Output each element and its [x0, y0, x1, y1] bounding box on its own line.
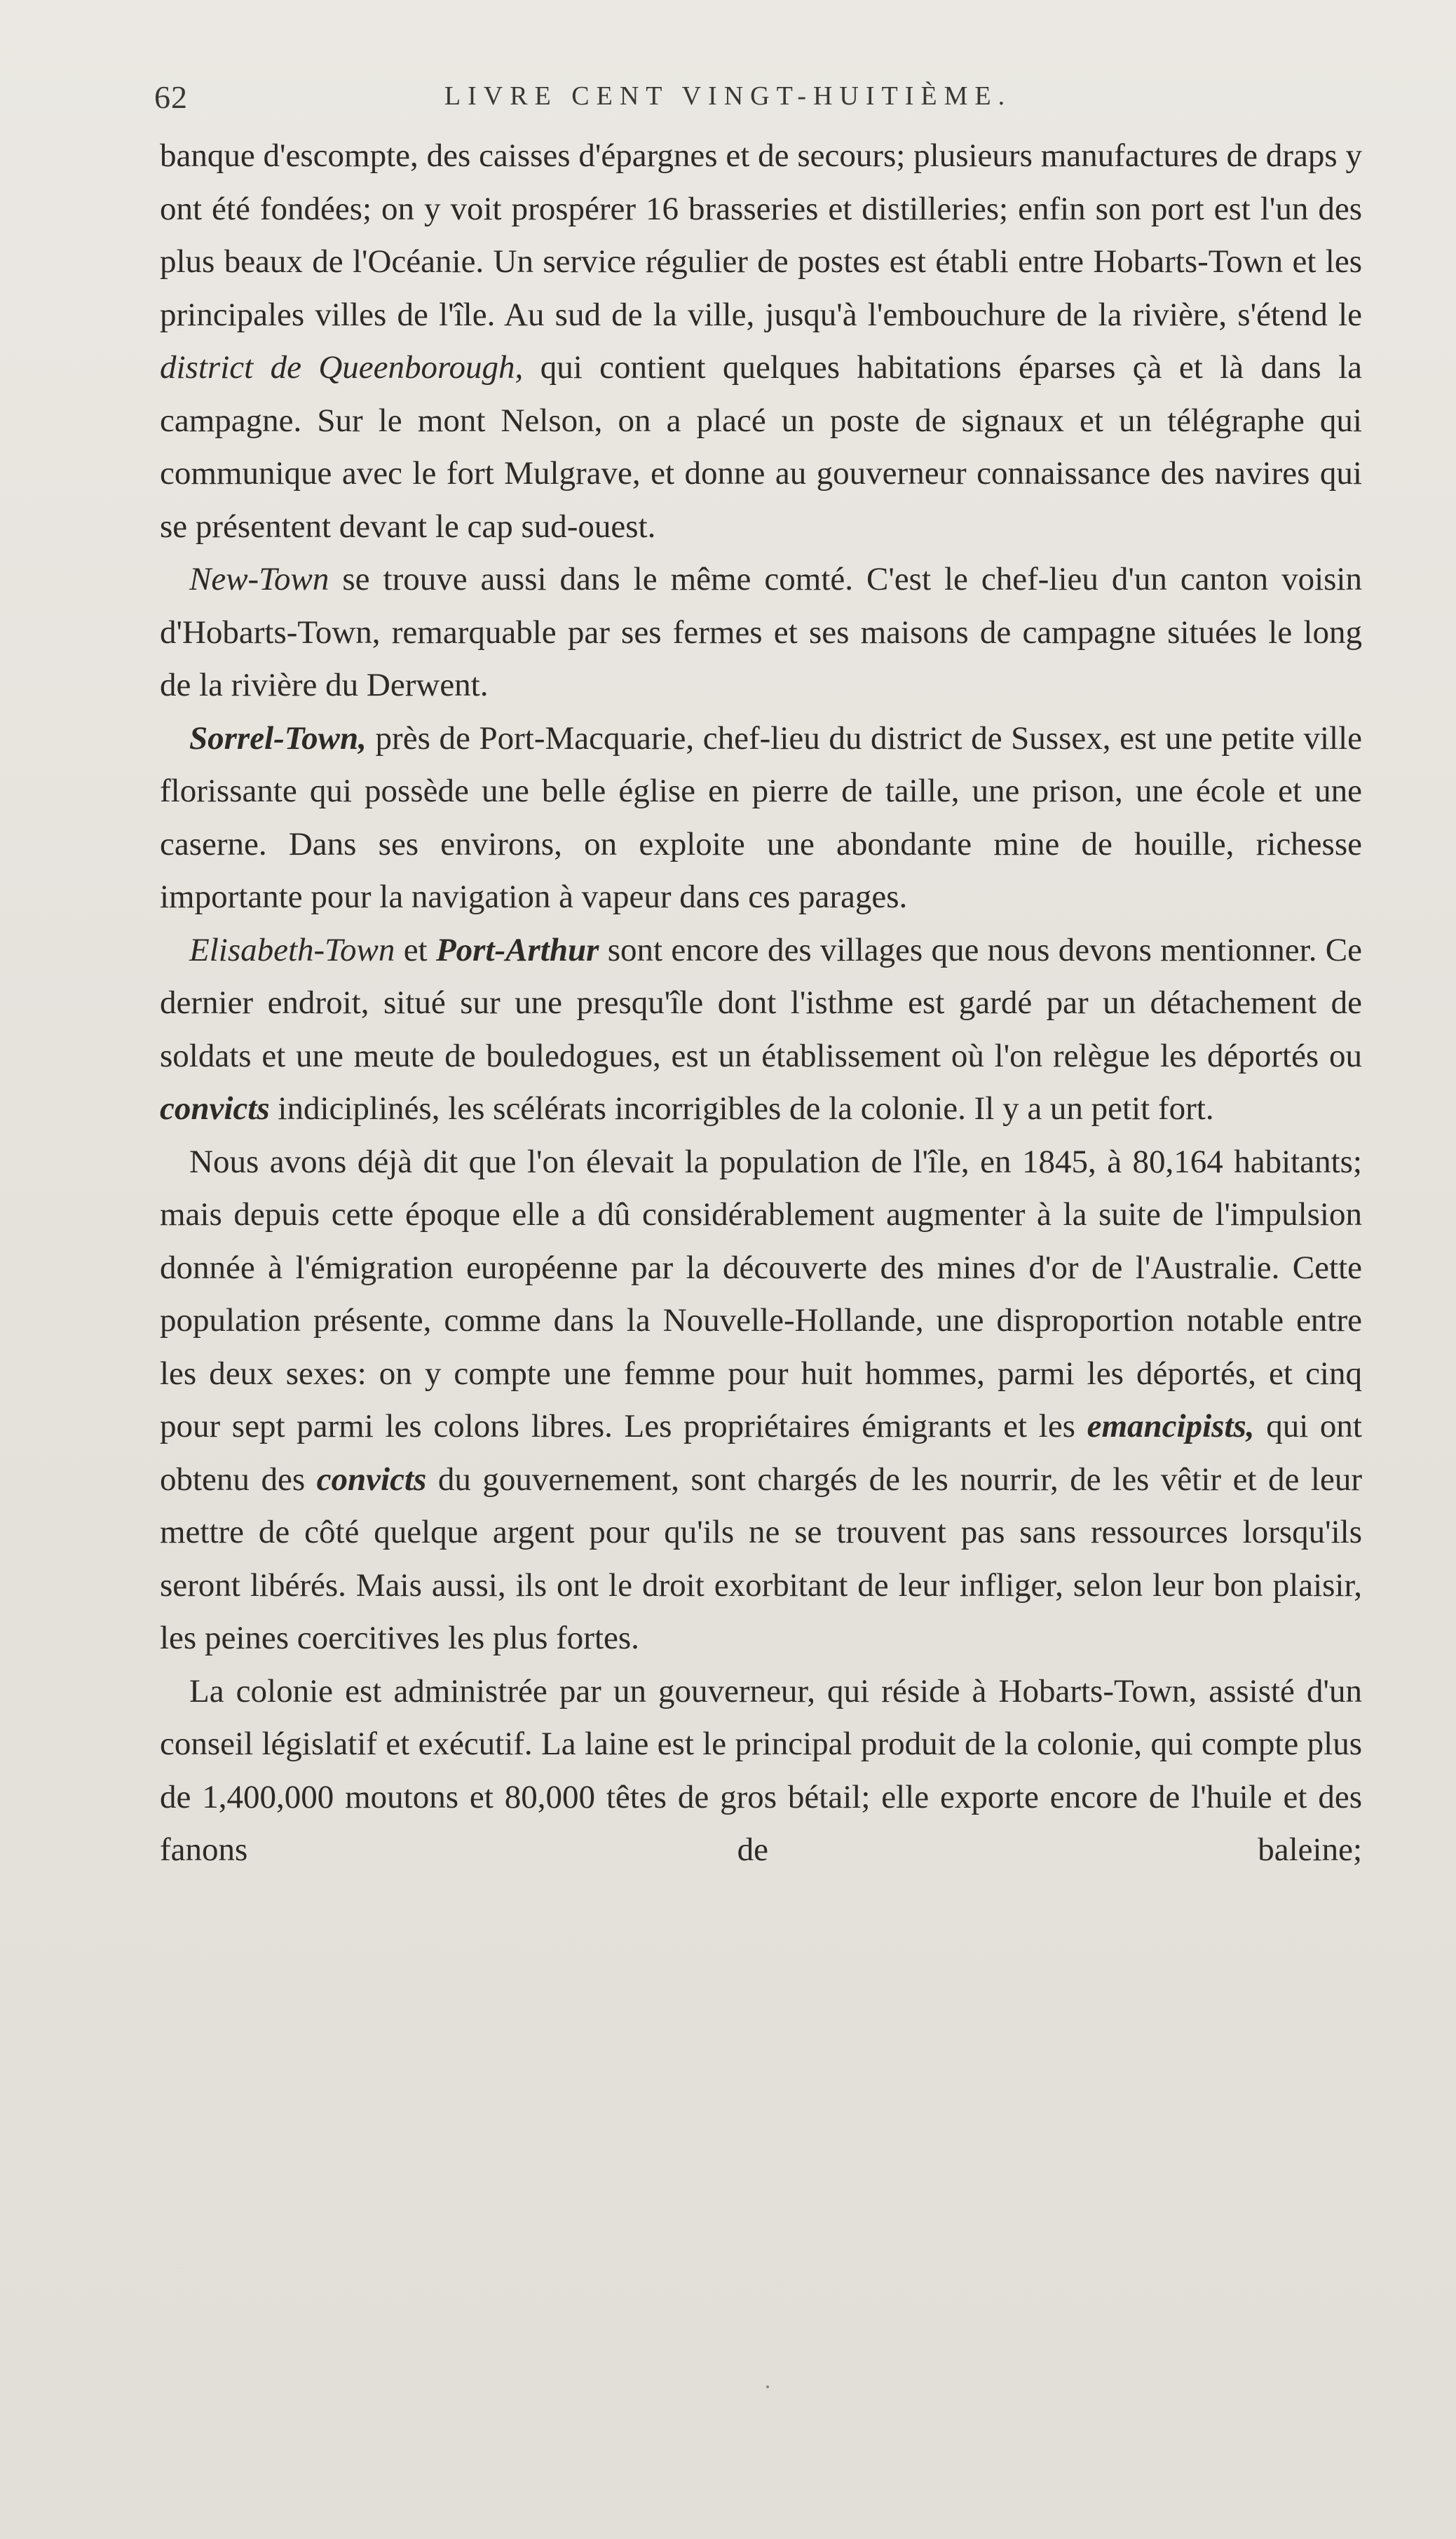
italic-run: convicts: [160, 1090, 270, 1127]
italic-run: convicts: [316, 1461, 427, 1498]
italic-run: Port-Arthur: [435, 931, 599, 968]
paragraph-3: [160, 712, 1362, 924]
paragraph-5: [160, 1136, 1362, 1665]
italic-run: Elisabeth-Town: [189, 931, 395, 968]
text-run: et: [395, 931, 436, 968]
italic-run: district de Queenborough,: [160, 349, 524, 386]
text-run: qui contient quelques habitations éparses çà et là dans la campagne. Sur le mont Nelson, on a placé un poste de signaux et un télégraphe qui communique avec le fort Mulgrave, et donne au gouverneur connaissance des navires qui se présentent devant le cap sud-ouest.: [160, 349, 1362, 545]
text-run: près de Port-Macquarie, chef-lieu du district de Sussex, est une petite ville florissante qui possède une belle église en pierre de taille, une prison, une école et une caserne. Dans ses environs, on exploite une abondante mine de houille, richesse importante pour la navigation à vapeur dans ces parages.: [160, 719, 1362, 915]
paragraph-2: [160, 553, 1362, 712]
text-run: sont encore des villages que nous devons mentionner. Ce dernier endroit, situé sur une presqu'île dont l'isthme est gardé par un détachement de soldats et une meute de bouledogues, est un établissement où l'on relègue les déportés ou: [160, 931, 1363, 1074]
text-run: Nous avons déjà dit que l'on élevait la population de l'île, en 1845, à 80,164 habitants; mais depuis cette époque elle a dû considérablement augmenter à la suite de l'impulsion donnée à l'émigration européenne par la découverte des mines d'or de l'Australie. Cette population présente, comme dans la Nouvelle-Hollande, une disproportion notable entre les deux sexes: on y compte une femme pour huit hommes, parmi les déportés, et cinq pour sept parmi les colons libres. Les propriétaires émigrants et les: [160, 1143, 1362, 1444]
text-run: du gouvernement, sont chargés de les nourrir, de les vêtir et de leur mettre de côté quelque argent pour qu'ils ne se trouvent pas sans ressources lorsqu'ils seront libérés. Mais aussi, ils ont le droit exorbitant de leur infliger, selon leur bon plaisir, les peines coercitives les plus fortes.: [160, 1461, 1363, 1656]
running-head: LIVRE CENT VINGT-HUITIÈME.: [444, 81, 1012, 111]
text-run: qui ont obtenu des: [160, 1408, 1362, 1498]
body-text: [160, 130, 1362, 1877]
text-run: se trouve aussi dans le même comté. C'est le chef-lieu d'un canton voisin d'Hobarts-Town, remarquable par ses fermes et ses maisons de campagne situées le long de la rivière du Derwent.: [160, 561, 1362, 703]
italic-run: New-Town: [189, 561, 329, 597]
paragraph-4: [160, 924, 1362, 1136]
italic-run: Sorrel-Town,: [189, 719, 367, 757]
page-number: 62: [154, 79, 188, 115]
paragraph-6: [160, 1665, 1362, 1877]
paragraph-1: [160, 130, 1362, 553]
paper-speck: [766, 2385, 769, 2388]
text-run: indiciplinés, les scélérats incorrigibles de la colonie. Il y a un petit fort.: [269, 1090, 1214, 1127]
italic-run: emancipists,: [1087, 1408, 1255, 1444]
text-run: La colonie est administrée par un gouverneur, qui réside à Hobarts-Town, assisté d'un conseil législatif et exécutif. La laine est le principal produit de la colonie, qui compte plus de 1,400,000 moutons et 80,000 têtes de gros bétail; elle exporte encore de l'huile et des fanons de baleine;: [160, 1672, 1362, 1868]
text-run: banque d'escompte, des caisses d'épargnes et de secours; plusieurs manufactures de draps y ont été fondées; on y voit prospérer 16 brasseries et distilleries; enfin son port est l'un des plus beaux de l'Océanie. Un service régulier de postes est établi entre Hobarts-Town et les principales villes de l'île. Au sud de la ville, jusqu'à l'embouchure de la rivière, s'étend le: [160, 137, 1362, 333]
